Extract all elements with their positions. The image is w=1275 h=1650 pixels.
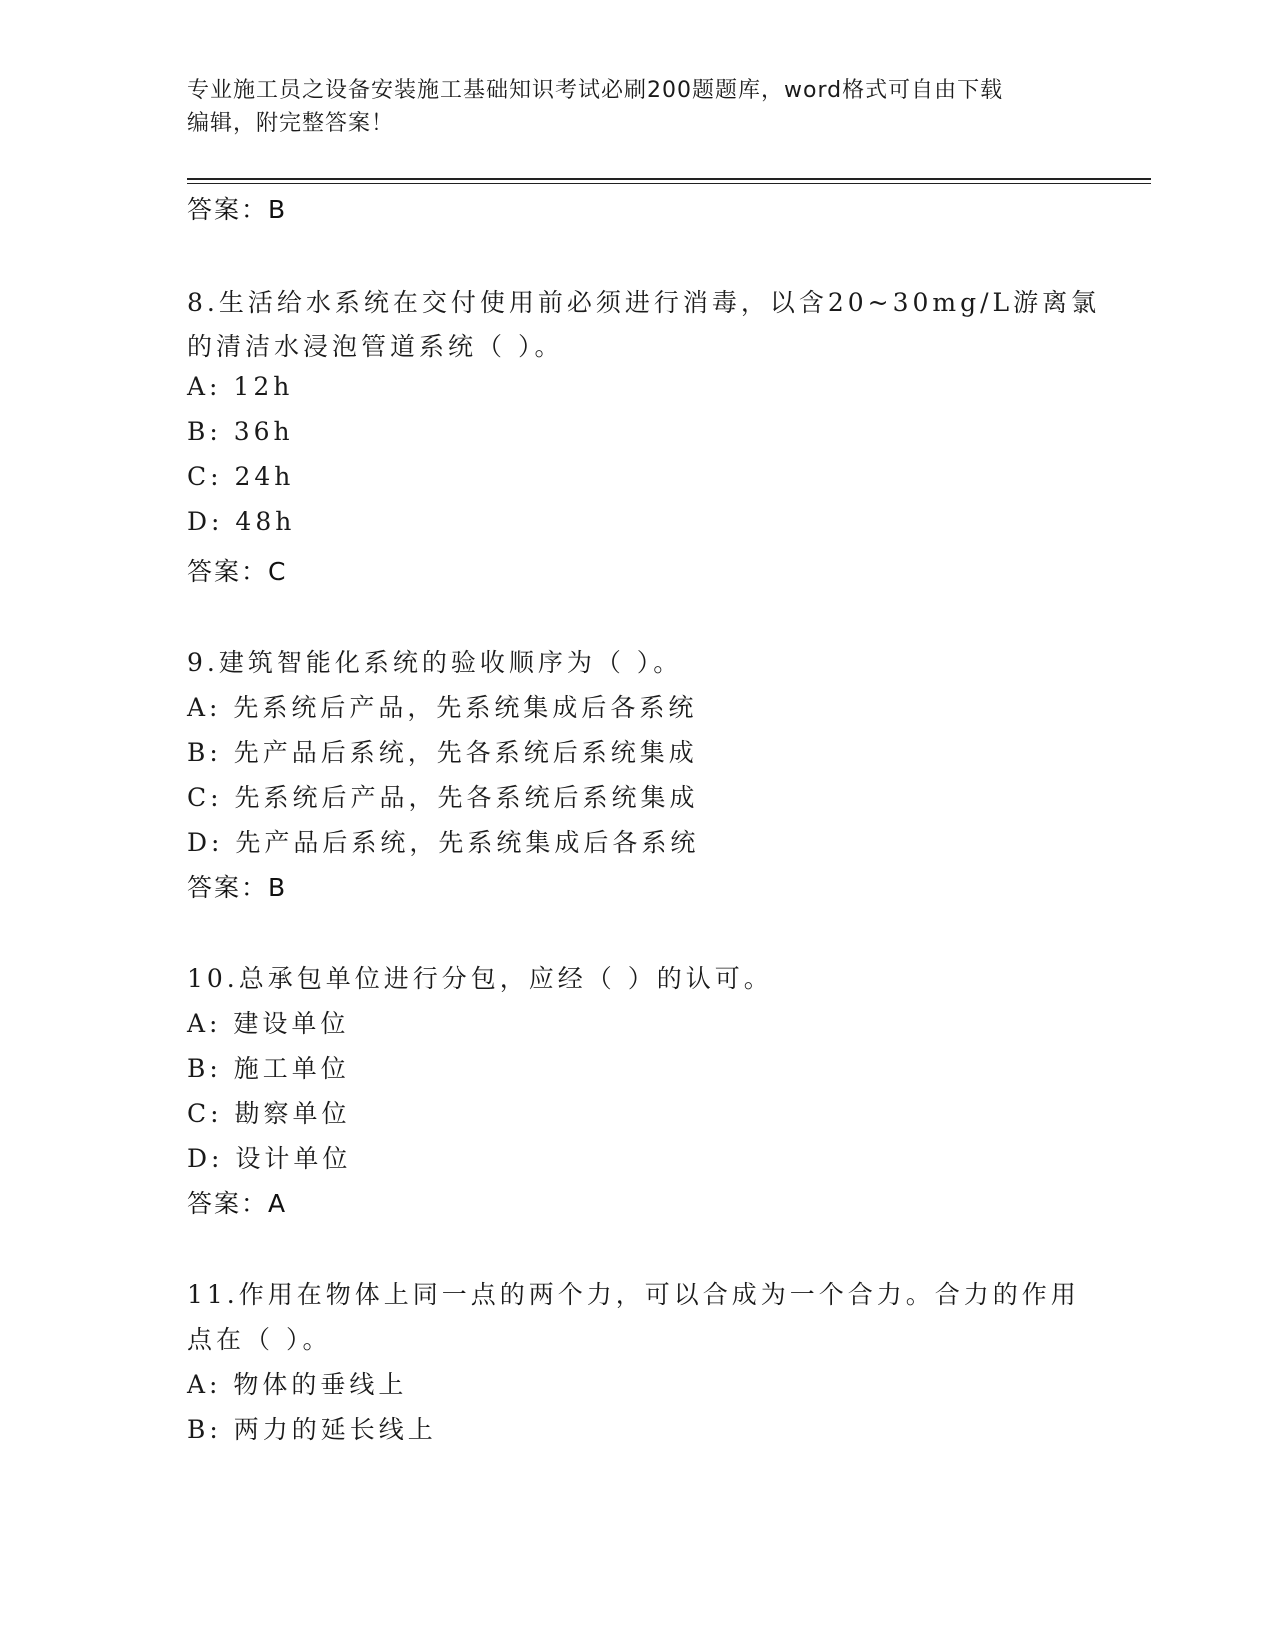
question-10-option-a: A: 建设单位 [187,1009,350,1038]
question-8-option-c: C: 24h [187,462,295,491]
question-8-option-a: A: 12h [187,372,294,401]
question-10-option-b: B: 施工单位 [187,1054,350,1083]
question-8-option-d: D: 48h [187,507,296,536]
header-rule-thick [187,178,1151,180]
header-line-1: 专业施工员之设备安装施工基础知识考试必刷200题题库，word格式可自由下载 [187,78,1004,103]
question-10-option-c: C: 勘察单位 [187,1099,351,1128]
question-8-stem-line-2: 的清洁水浸泡管道系统（ ）。 [187,332,564,361]
header-line-2: 编辑，附完整答案！ [187,111,395,136]
question-11-stem-line-1: 11.作用在物体上同一点的两个力，可以合成为一个合力。合力的作用 [187,1280,1080,1309]
question-8-stem-line-1: 8.生活给水系统在交付使用前必须进行消毒，以含20~30mg/L游离氯 [187,288,1101,317]
previous-answer: 答案：B [187,195,288,224]
header-rule-thin [187,183,1151,184]
question-8-option-b: B: 36h [187,417,294,446]
question-9-stem-line-1: 9.建筑智能化系统的验收顺序为（ ）。 [187,648,683,677]
question-9-option-b: B: 先产品后系统，先各系统后系统集成 [187,738,698,767]
question-11-option-a: A: 物体的垂线上 [187,1370,408,1399]
question-11-option-b: B: 两力的延长线上 [187,1415,437,1444]
question-9-option-c: C: 先系统后产品，先各系统后系统集成 [187,783,699,812]
question-9-option-a: A: 先系统后产品，先系统集成后各系统 [187,693,698,722]
question-9-answer: 答案：B [187,873,288,902]
question-9-option-d: D: 先产品后系统，先系统集成后各系统 [187,828,700,857]
question-10-stem-line-1: 10.总承包单位进行分包，应经（ ）的认可。 [187,964,773,993]
question-8-answer: 答案：C [187,557,288,586]
question-10-answer: 答案：A [187,1189,288,1218]
document-header [187,74,1067,140]
question-10-option-d: D: 设计单位 [187,1144,352,1173]
question-11-stem-line-2: 点在（ ）。 [187,1325,332,1354]
